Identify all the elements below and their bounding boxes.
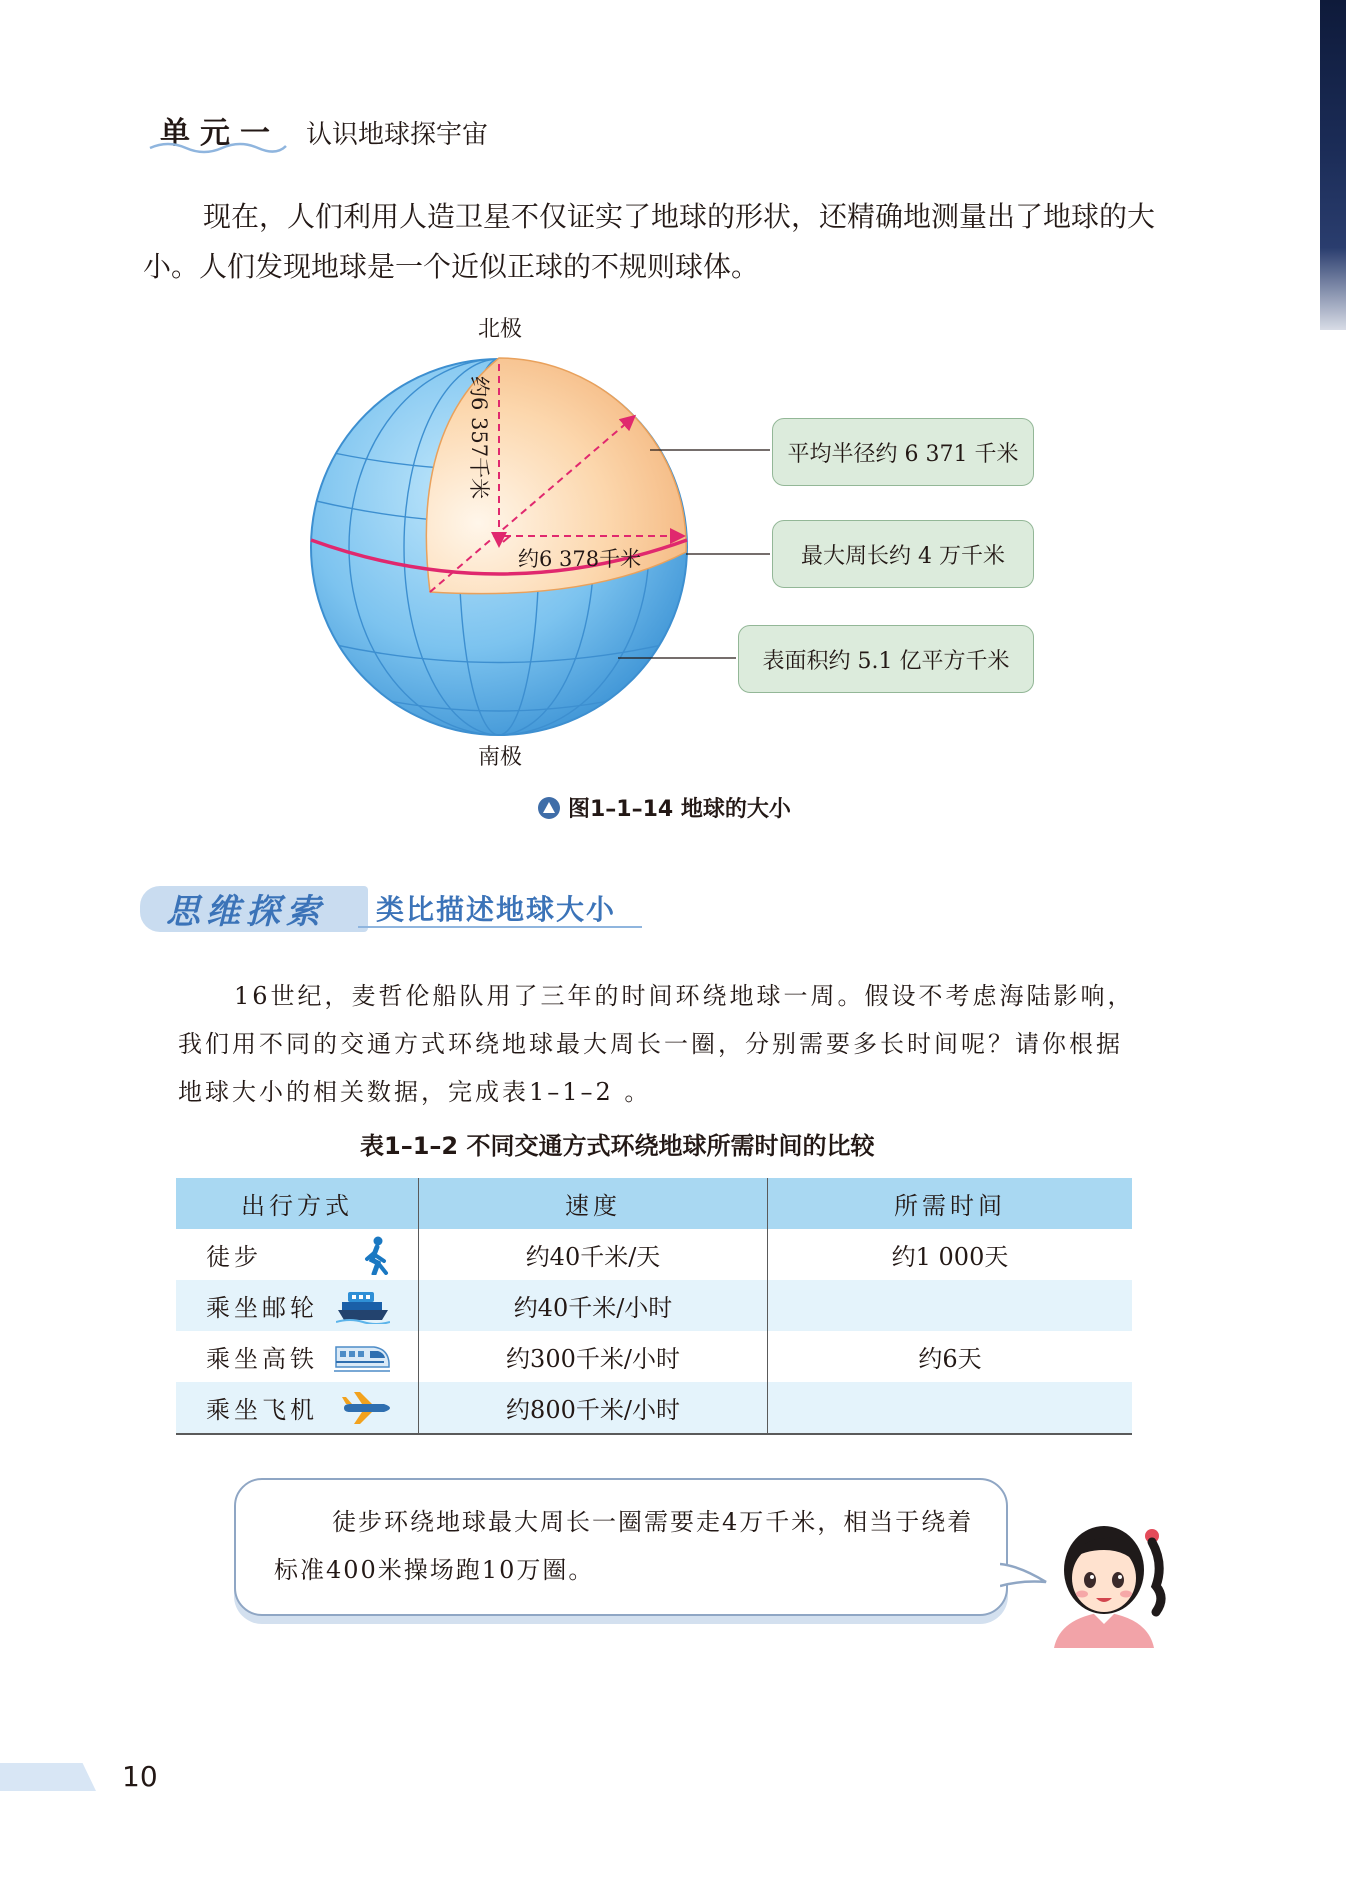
walking-person-icon — [360, 1235, 390, 1275]
figure-caption-text: 图1–1–14 地球的大小 — [568, 797, 791, 822]
mode-label: 乘坐邮轮 — [206, 1294, 318, 1322]
unit-label: 单元一 — [160, 116, 280, 151]
header-speed: 速度 — [419, 1178, 768, 1229]
mode-label: 徒步 — [206, 1243, 262, 1271]
airplane-icon — [340, 1391, 390, 1425]
fact-box-radius: 平均半径约 6 371 千米 — [772, 418, 1034, 486]
earth-diagram — [300, 340, 800, 740]
caption-triangle-icon — [538, 797, 560, 819]
cruise-ship-icon — [336, 1288, 390, 1324]
unit-title: 认识地球探宇宙 — [306, 120, 489, 150]
polar-radius-label: 约6 357千米 — [467, 376, 491, 500]
table-row — [176, 1382, 1132, 1434]
page-number: 10 — [122, 1760, 158, 1793]
south-pole-label: 南极 — [478, 745, 523, 770]
fact-box-area: 表面积约 5.1 亿平方千米 — [738, 625, 1034, 693]
speed-cell: 约800千米/小时 — [419, 1382, 768, 1434]
table-header-row — [176, 1178, 1132, 1229]
intro-paragraph: 现在，人们利用人造卫星不仅证实了地球的形状，还精确地测量出了地球的大小。人们发现地球是一个近似正球的不规则球体。 — [143, 200, 1156, 283]
equatorial-radius-label: 约6 378千米 — [518, 547, 642, 571]
section-title: 思维探索 — [166, 892, 326, 932]
header-time: 所需时间 — [768, 1178, 1133, 1229]
speed-cell: 约300千米/小时 — [419, 1331, 768, 1382]
figure-caption — [538, 792, 791, 823]
table-title: 表1–1–2 不同交通方式环绕地球所需时间的比较 — [360, 1132, 875, 1160]
speech-bubble-text: 徒步环绕地球最大周长一圈需要走4万千米，相当于绕着标准400米操场跑10万圈。 — [274, 1508, 974, 1584]
table-row — [176, 1280, 1132, 1331]
girl-character-illustration — [1040, 1508, 1170, 1648]
footer-decoration-bar — [0, 1763, 96, 1791]
mode-label: 乘坐高铁 — [206, 1345, 318, 1373]
header-mode: 出行方式 — [176, 1178, 419, 1229]
section-subtitle-underline — [358, 926, 642, 928]
explore-paragraph: 16世纪，麦哲伦船队用了三年的时间环绕地球一周。假设不考虑海陆影响，我们用不同的交通方式环绕地球最大周长一圈，分别需要多长时间呢？请你根据地球大小的相关数据，完成表1–1–2 。 — [178, 982, 1135, 1106]
header-wave-decoration — [148, 138, 288, 158]
time-cell: 约6天 — [918, 1345, 982, 1373]
edge-decoration — [1320, 0, 1346, 330]
time-cell — [768, 1382, 1133, 1434]
comparison-table — [176, 1178, 1132, 1435]
table-row — [176, 1229, 1132, 1280]
high-speed-train-icon — [334, 1341, 390, 1373]
north-pole-label: 北极 — [478, 317, 523, 342]
table-row — [176, 1331, 1132, 1382]
mode-label: 乘坐飞机 — [206, 1396, 318, 1424]
fact-box-circumference: 最大周长约 4 万千米 — [772, 520, 1034, 588]
speed-cell: 约40千米/小时 — [419, 1280, 768, 1331]
section-subtitle: 类比描述地球大小 — [376, 893, 617, 926]
speed-cell: 约40千米/天 — [419, 1229, 768, 1280]
time-cell: 约1 000天 — [891, 1243, 1009, 1271]
time-cell — [768, 1280, 1133, 1331]
